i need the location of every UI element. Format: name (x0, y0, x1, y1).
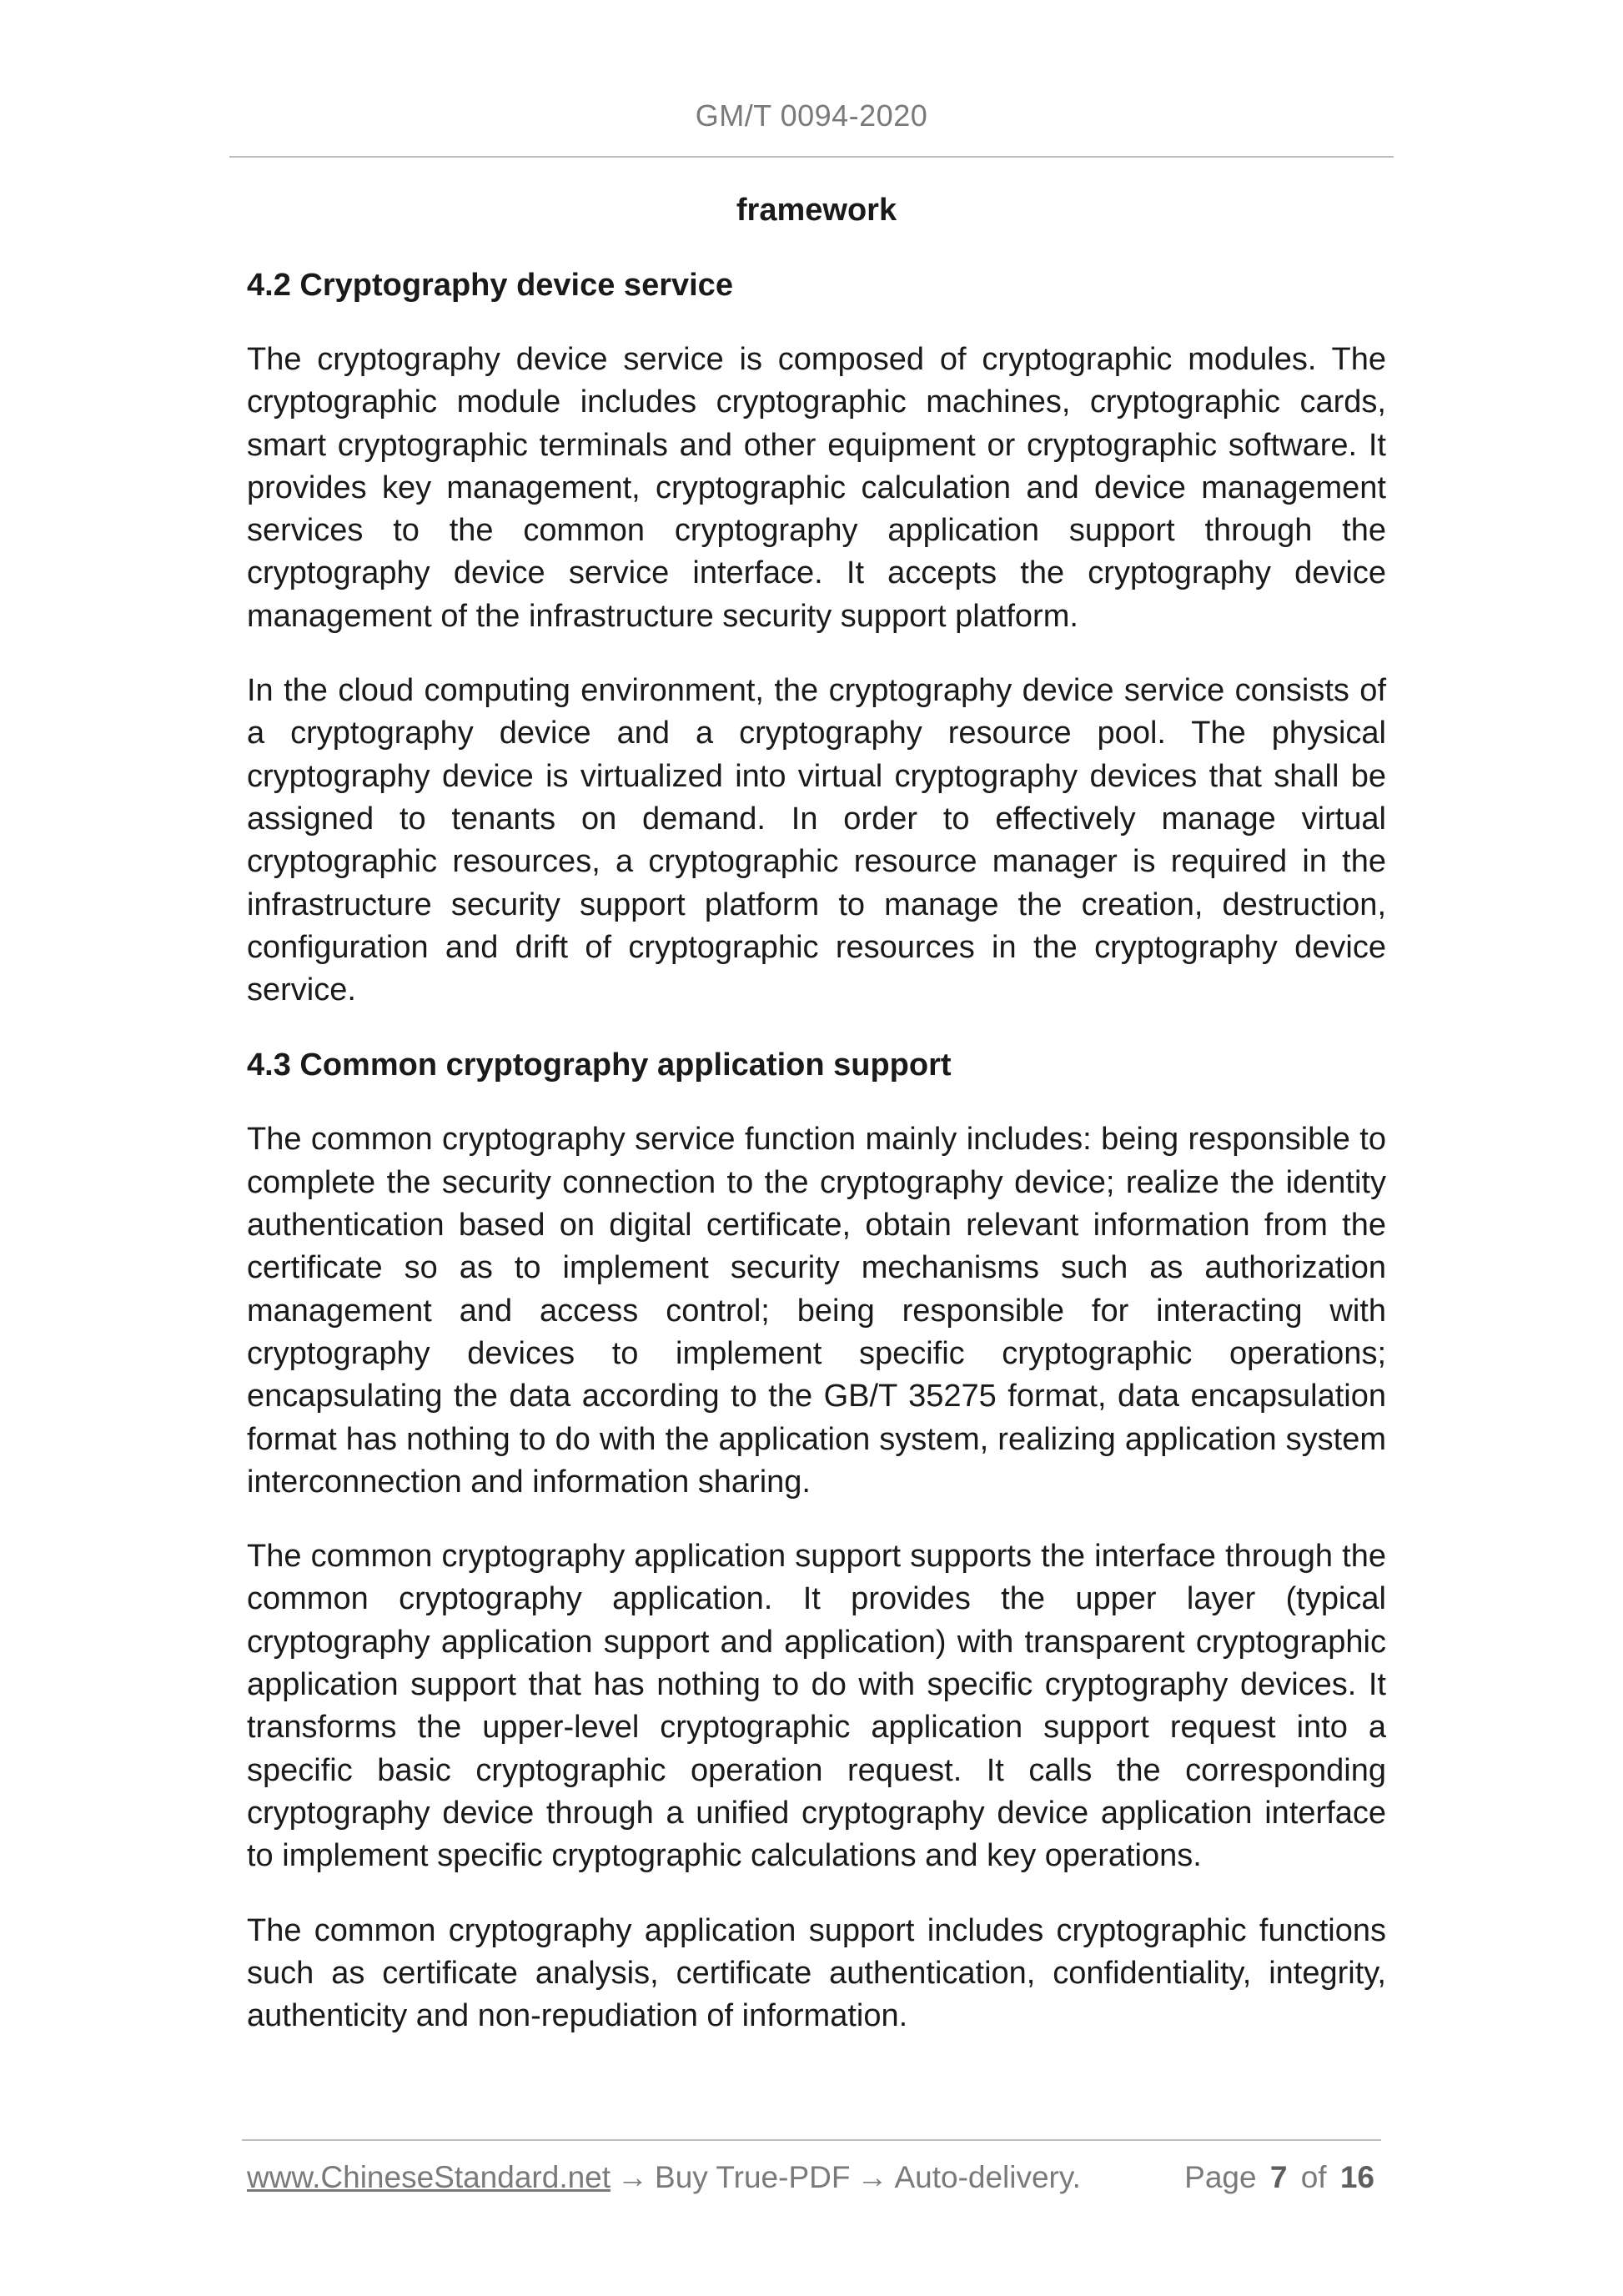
document-code-header: GM/T 0094-2020 (695, 98, 928, 133)
page-of-label: of (1300, 2160, 1327, 2194)
page-content (247, 188, 1386, 2069)
section-heading-4-2: 4.2 Cryptography device service (247, 268, 733, 303)
buy-true-pdf-text: Buy True-PDF (655, 2160, 851, 2194)
arrow-right-icon: → (857, 2160, 888, 2194)
paragraph-4-2-2: In the cloud computing environment, the cryptography device service consists of a cryptography device and a cryptography resource pool. The physical cryptography device is virtualized into virtual cryptography devices that shall be assigned to tenants on demand. In order to effectively manage virtual cryptographic resources, a cryptographic resource manager is required in the infrastructure security support platform to manage the creation, destruction, configuration and drift of cryptographic resources in the cryptography device service. (247, 673, 1386, 1008)
page-current: 7 (1269, 2160, 1288, 2194)
auto-delivery-text: Auto-delivery. (894, 2160, 1081, 2194)
section-heading-4-3: 4.3 Common cryptography application support (247, 1048, 952, 1083)
footer-promo (247, 2160, 1081, 2195)
page-total: 16 (1339, 2160, 1374, 2194)
figure-caption-continuation: framework (736, 193, 897, 228)
paragraph-4-3-1: The common cryptography service function mainly includes: being responsible to complete the security connection to the cryptography device; realize the identity authentication based on digital certificate, obtain relevant information from the certificate so as to implement security mechanisms such as authorization management and access control; being responsible for interacting with cryptography devices to implement specific cryptographic operations; encapsulating the data according to the GB/T 35275 format, data encapsulation format has nothing to do with the application system, realizing application system interconnection and information sharing. (247, 1122, 1386, 1500)
paragraph-4-2-1: The cryptography device service is composed of cryptographic modules. The cryptographic module includes cryptographic machines, cryptographic cards, smart cryptographic terminals and other equipment or cryptographic software. It provides key management, cryptographic calculation and device management services to the common cryptography application support through the cryptography device service interface. It accepts the cryptography device management of the infrastructure security support platform. (247, 342, 1386, 634)
page-footer (247, 2160, 1379, 2195)
site-link[interactable]: www.ChineseStandard.net (247, 2160, 611, 2194)
header-divider (229, 156, 1394, 158)
page-label: Page (1184, 2160, 1257, 2194)
arrow-right-icon: → (617, 2160, 649, 2194)
paragraph-4-3-2: The common cryptography application support supports the interface through the common cryptography application. It provides the upper layer (typical cryptography application support and application) with transparent cryptographic application support that has nothing to do with specific cryptography devices. It transforms the upper-level cryptographic application support request into a specific basic cryptographic operation request. It calls the corresponding cryptography device through a unified cryptography device application interface to implement specific cryptographic calculations and key operations. (247, 1539, 1386, 1874)
paragraph-4-3-3: The common cryptography application support includes cryptographic functions such as certificate analysis, certificate authentication, confidentiality, integrity, authenticity and non-repudiation of information. (247, 1912, 1386, 2034)
page-number (1184, 2160, 1379, 2195)
footer-divider (242, 2139, 1381, 2141)
